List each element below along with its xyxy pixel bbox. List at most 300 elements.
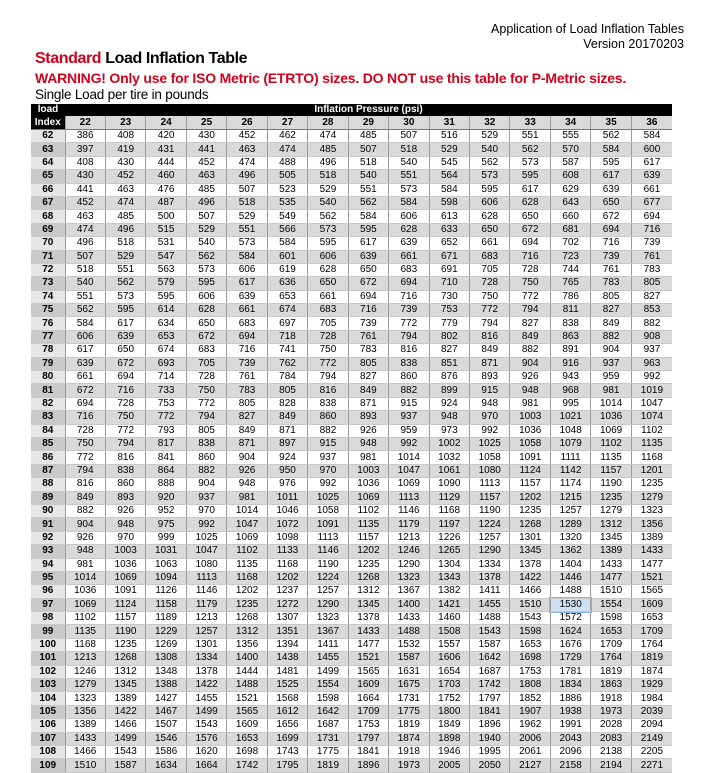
load-value-cell: 761: [631, 250, 672, 263]
pressure-column-header: 30: [389, 116, 429, 130]
table-row: [31, 196, 672, 209]
pressure-column-header: 28: [308, 116, 348, 130]
load-value-cell: 765: [550, 277, 590, 290]
load-value-cell: 716: [591, 237, 631, 250]
load-value-cell: 529: [186, 223, 226, 236]
load-value-cell: 1389: [631, 531, 672, 544]
load-value-cell: 1168: [65, 638, 105, 651]
load-value-cell: 716: [105, 384, 145, 397]
load-value-cell: 948: [510, 384, 550, 397]
load-index-cell: 64: [31, 156, 65, 169]
load-value-cell: 518: [65, 263, 105, 276]
load-value-cell: 549: [267, 210, 307, 223]
load-value-cell: 1654: [429, 665, 469, 678]
load-value-cell: 1775: [308, 745, 348, 758]
load-index-cell: 72: [31, 263, 65, 276]
load-value-cell: 1224: [308, 571, 348, 584]
load-value-cell: 1687: [308, 719, 348, 732]
load-value-cell: 1229: [146, 625, 186, 638]
load-value-cell: 529: [227, 210, 267, 223]
load-value-cell: 650: [348, 263, 388, 276]
document-version: Version 20170203: [583, 37, 684, 51]
load-value-cell: 1290: [470, 545, 510, 558]
load-value-cell: 1301: [510, 531, 550, 544]
load-value-cell: 584: [227, 250, 267, 263]
table-title: [35, 50, 247, 68]
load-value-cell: 639: [227, 290, 267, 303]
table-row: [31, 411, 672, 424]
load-value-cell: 671: [429, 250, 469, 263]
load-value-cell: 1069: [105, 571, 145, 584]
load-value-cell: 2005: [429, 759, 469, 772]
load-value-cell: 802: [429, 330, 469, 343]
load-value-cell: 1466: [510, 585, 550, 598]
table-row: [31, 371, 672, 384]
load-value-cell: 1653: [631, 612, 672, 625]
load-value-cell: 551: [389, 170, 429, 183]
load-value-cell: 816: [65, 478, 105, 491]
load-value-cell: 1197: [429, 518, 469, 531]
load-value-cell: 849: [591, 317, 631, 330]
pressure-column-header: 22: [65, 116, 105, 130]
load-value-cell: 617: [227, 277, 267, 290]
load-value-cell: 1367: [389, 585, 429, 598]
load-value-cell: 1202: [510, 491, 550, 504]
load-value-cell: 995: [550, 397, 590, 410]
load-value-cell: 1510: [591, 585, 631, 598]
load-value-cell: 551: [65, 290, 105, 303]
load-value-cell: 633: [429, 223, 469, 236]
load-value-cell: 1742: [470, 679, 510, 692]
load-value-cell: 606: [470, 196, 510, 209]
load-value-cell: 628: [470, 210, 510, 223]
load-value-cell: 716: [348, 304, 388, 317]
load-value-cell: 1687: [470, 665, 510, 678]
load-value-cell: 1323: [65, 692, 105, 705]
load-value-cell: 772: [65, 451, 105, 464]
load-value-cell: 1427: [146, 692, 186, 705]
load-value-cell: 849: [65, 491, 105, 504]
load-value-cell: 1124: [510, 464, 550, 477]
load-value-cell: 500: [146, 210, 186, 223]
table-row: [31, 451, 672, 464]
table-row: [31, 598, 672, 611]
load-value-cell: 1224: [470, 518, 510, 531]
load-value-cell: 805: [591, 290, 631, 303]
load-value-cell: 728: [65, 424, 105, 437]
load-index-cell: 103: [31, 679, 65, 692]
load-value-cell: 1265: [429, 545, 469, 558]
load-value-cell: 563: [146, 263, 186, 276]
load-value-cell: 1102: [227, 545, 267, 558]
load-index-cell: 77: [31, 330, 65, 343]
load-index-cell: 98: [31, 612, 65, 625]
load-value-cell: 1664: [186, 759, 226, 772]
load-value-cell: 1235: [227, 598, 267, 611]
load-index-cell: 92: [31, 531, 65, 544]
load-value-cell: 462: [267, 130, 307, 143]
load-value-cell: 1543: [510, 612, 550, 625]
load-value-cell: 926: [227, 464, 267, 477]
table-row: [31, 170, 672, 183]
load-value-cell: 1058: [308, 504, 348, 517]
load-value-cell: 518: [389, 143, 429, 156]
load-value-cell: 1422: [105, 705, 145, 718]
load-value-cell: 716: [631, 223, 672, 236]
load-value-cell: 1389: [65, 719, 105, 732]
load-value-cell: 1025: [308, 491, 348, 504]
load-value-cell: 1642: [308, 705, 348, 718]
load-value-cell: 1488: [389, 625, 429, 638]
load-value-cell: 1775: [389, 705, 429, 718]
load-value-cell: 794: [389, 330, 429, 343]
load-value-cell: 2271: [631, 759, 672, 772]
load-value-cell: 739: [389, 304, 429, 317]
load-value-cell: 1091: [510, 451, 550, 464]
load-value-cell: 882: [186, 464, 226, 477]
load-value-cell: 1995: [470, 745, 510, 758]
load-value-cell: 805: [348, 357, 388, 370]
load-value-cell: 1268: [227, 612, 267, 625]
load-value-cell: 952: [146, 504, 186, 517]
load-value-cell: 871: [227, 437, 267, 450]
load-value-cell: 783: [348, 344, 388, 357]
load-value-cell: 853: [631, 304, 672, 317]
load-value-cell: 606: [389, 210, 429, 223]
load-value-cell: 948: [348, 437, 388, 450]
pressure-column-header: 33: [510, 116, 550, 130]
load-value-cell: 761: [591, 263, 631, 276]
load-value-cell: 1312: [227, 625, 267, 638]
load-value-cell: 1014: [591, 397, 631, 410]
load-value-cell: 750: [186, 384, 226, 397]
load-value-cell: 1257: [186, 625, 226, 638]
load-value-cell: 1530: [550, 598, 590, 611]
load-value-cell: 606: [308, 250, 348, 263]
load-value-cell: 579: [146, 277, 186, 290]
load-value-cell: 937: [308, 451, 348, 464]
load-index-cell: 97: [31, 598, 65, 611]
load-value-cell: 723: [550, 250, 590, 263]
load-value-cell: 1074: [631, 411, 672, 424]
load-value-cell: 529: [470, 130, 510, 143]
table-row: [31, 317, 672, 330]
load-value-cell: 1609: [631, 598, 672, 611]
load-value-cell: 1290: [308, 598, 348, 611]
load-value-cell: 1135: [631, 437, 672, 450]
load-index-cell: 95: [31, 571, 65, 584]
load-value-cell: 463: [186, 170, 226, 183]
load-value-cell: 772: [146, 411, 186, 424]
load-value-cell: 1157: [510, 478, 550, 491]
load-value-cell: 1190: [470, 504, 510, 517]
load-value-cell: 2205: [631, 745, 672, 758]
load-value-cell: 1268: [510, 518, 550, 531]
load-value-cell: 817: [146, 437, 186, 450]
load-value-cell: 573: [510, 156, 550, 169]
load-value-cell: 1201: [631, 464, 672, 477]
load-value-cell: 617: [348, 237, 388, 250]
load-value-cell: 1918: [389, 745, 429, 758]
load-value-cell: 981: [227, 491, 267, 504]
table-row: [31, 705, 672, 718]
load-value-cell: 1272: [267, 598, 307, 611]
load-value-cell: 562: [591, 130, 631, 143]
load-index-cell: 83: [31, 411, 65, 424]
load-value-cell: 849: [348, 384, 388, 397]
load-value-cell: 1466: [105, 719, 145, 732]
load-value-cell: 1237: [267, 585, 307, 598]
load-index-cell: 104: [31, 692, 65, 705]
load-index-cell: 80: [31, 371, 65, 384]
load-value-cell: 487: [146, 196, 186, 209]
load-value-cell: 1984: [631, 692, 672, 705]
load-value-cell: 1433: [591, 558, 631, 571]
load-index-cell: 109: [31, 759, 65, 772]
load-value-cell: 650: [105, 344, 145, 357]
load-value-cell: 904: [510, 357, 550, 370]
load-value-cell: 518: [348, 156, 388, 169]
load-value-cell: 937: [631, 344, 672, 357]
load-value-cell: 531: [146, 237, 186, 250]
load-index-cell: 71: [31, 250, 65, 263]
load-value-cell: 2127: [510, 759, 550, 772]
load-value-cell: 739: [348, 317, 388, 330]
load-value-cell: 1653: [591, 625, 631, 638]
load-value-cell: 1146: [186, 585, 226, 598]
pressure-column-header: 23: [105, 116, 145, 130]
load-value-cell: 683: [186, 344, 226, 357]
load-value-cell: 1157: [348, 531, 388, 544]
load-value-cell: 1852: [510, 692, 550, 705]
load-value-cell: 397: [65, 143, 105, 156]
load-value-cell: 639: [105, 330, 145, 343]
load-value-cell: 970: [308, 464, 348, 477]
load-value-cell: 1069: [389, 478, 429, 491]
load-index-cell: 96: [31, 585, 65, 598]
load-value-cell: 505: [267, 170, 307, 183]
load-value-cell: 1202: [267, 571, 307, 584]
load-value-cell: 540: [470, 143, 510, 156]
load-index-cell: 101: [31, 652, 65, 665]
load-value-cell: 943: [550, 371, 590, 384]
load-value-cell: 1111: [550, 451, 590, 464]
load-value-cell: 584: [389, 196, 429, 209]
load-value-cell: 1521: [631, 571, 672, 584]
table-row: [31, 156, 672, 169]
load-value-cell: 1356: [227, 638, 267, 651]
load-value-cell: 1202: [348, 545, 388, 558]
load-index-cell: 86: [31, 451, 65, 464]
load-value-cell: 1179: [186, 598, 226, 611]
load-value-cell: 1289: [550, 518, 590, 531]
load-value-cell: 1576: [186, 732, 226, 745]
load-value-cell: 2094: [631, 719, 672, 732]
load-value-cell: 1345: [105, 679, 145, 692]
load-value-cell: 551: [105, 263, 145, 276]
load-value-cell: 595: [348, 223, 388, 236]
load-value-cell: 924: [267, 451, 307, 464]
load-value-cell: 420: [146, 130, 186, 143]
load-index-cell: 67: [31, 196, 65, 209]
load-value-cell: 584: [591, 143, 631, 156]
load-value-cell: 535: [267, 196, 307, 209]
load-value-cell: 992: [389, 437, 429, 450]
load-value-cell: 1609: [348, 679, 388, 692]
load-value-cell: 1046: [267, 504, 307, 517]
load-value-cell: 1002: [429, 437, 469, 450]
load-value-cell: 1731: [308, 732, 348, 745]
load-value-cell: 1135: [65, 625, 105, 638]
load-value-cell: 1433: [631, 545, 672, 558]
load-value-cell: 1058: [470, 451, 510, 464]
load-value-cell: 762: [267, 357, 307, 370]
load-value-cell: 608: [550, 170, 590, 183]
load-value-cell: 566: [267, 223, 307, 236]
load-value-cell: 975: [146, 518, 186, 531]
load-value-cell: 1587: [105, 759, 145, 772]
load-value-cell: 617: [510, 183, 550, 196]
load-value-cell: 999: [146, 531, 186, 544]
load-value-cell: 1874: [631, 665, 672, 678]
load-value-cell: 1003: [105, 545, 145, 558]
load-value-cell: 891: [550, 344, 590, 357]
load-value-cell: 562: [65, 304, 105, 317]
load-value-cell: 882: [389, 384, 429, 397]
load-value-cell: 805: [631, 277, 672, 290]
table-row: [31, 665, 672, 678]
load-value-cell: 441: [65, 183, 105, 196]
load-value-cell: 1279: [631, 491, 672, 504]
table-row: [31, 732, 672, 745]
load-value-cell: 838: [389, 357, 429, 370]
load-value-cell: 827: [631, 290, 672, 303]
load-value-cell: 1460: [429, 612, 469, 625]
load-value-cell: 1378: [186, 665, 226, 678]
load-value-cell: 1345: [348, 598, 388, 611]
load-value-cell: 1488: [550, 585, 590, 598]
load-value-cell: 838: [550, 317, 590, 330]
load-value-cell: 2043: [550, 732, 590, 745]
load-value-cell: 584: [429, 183, 469, 196]
load-value-cell: 1488: [227, 679, 267, 692]
load-value-cell: 1557: [429, 638, 469, 651]
load-value-cell: 926: [105, 504, 145, 517]
load-value-cell: 1499: [186, 705, 226, 718]
load-value-cell: 1190: [105, 625, 145, 638]
table-row: [31, 652, 672, 665]
load-value-cell: 1521: [348, 652, 388, 665]
load-value-cell: 1343: [429, 571, 469, 584]
load-value-cell: 705: [470, 263, 510, 276]
load-value-cell: 1202: [227, 585, 267, 598]
load-value-cell: 1753: [510, 665, 550, 678]
load-value-cell: 1743: [267, 745, 307, 758]
load-index-cell: 107: [31, 732, 65, 745]
table-row: [31, 545, 672, 558]
load-value-cell: 1907: [510, 705, 550, 718]
table-row: [31, 210, 672, 223]
load-value-cell: 882: [308, 424, 348, 437]
load-value-cell: 864: [146, 464, 186, 477]
load-value-cell: 882: [631, 317, 672, 330]
load-value-cell: 851: [429, 357, 469, 370]
load-value-cell: 1014: [389, 451, 429, 464]
load-value-cell: 937: [186, 491, 226, 504]
load-value-cell: 1973: [389, 759, 429, 772]
load-index-cell: 70: [31, 237, 65, 250]
load-value-cell: 516: [429, 130, 469, 143]
load-value-cell: 992: [308, 478, 348, 491]
load-value-cell: 523: [267, 183, 307, 196]
load-value-cell: 1246: [65, 665, 105, 678]
load-value-cell: 1312: [105, 665, 145, 678]
load-value-cell: 1135: [227, 558, 267, 571]
load-value-cell: 617: [105, 317, 145, 330]
load-value-cell: 628: [510, 196, 550, 209]
load-value-cell: 636: [267, 277, 307, 290]
load-index-cell: 84: [31, 424, 65, 437]
load-value-cell: 507: [389, 130, 429, 143]
load-value-cell: 1246: [389, 545, 429, 558]
load-value-cell: 1703: [429, 679, 469, 692]
load-value-cell: 1036: [348, 478, 388, 491]
load-value-cell: 981: [510, 397, 550, 410]
load-value-cell: 1849: [429, 719, 469, 732]
load-value-cell: 1525: [267, 679, 307, 692]
load-value-cell: 1323: [631, 504, 672, 517]
load-value-cell: 838: [308, 397, 348, 410]
load-value-cell: 573: [470, 170, 510, 183]
load-value-cell: 463: [227, 143, 267, 156]
load-value-cell: 805: [227, 397, 267, 410]
load-value-cell: 1781: [550, 665, 590, 678]
load-value-cell: 1036: [65, 585, 105, 598]
load-value-cell: 1709: [591, 638, 631, 651]
load-value-cell: 660: [550, 210, 590, 223]
load-value-cell: 529: [105, 250, 145, 263]
load-value-cell: 661: [389, 250, 429, 263]
pressure-column-header: 32: [470, 116, 510, 130]
load-value-cell: 540: [186, 237, 226, 250]
table-row: [31, 571, 672, 584]
load-value-cell: 1834: [550, 679, 590, 692]
load-value-cell: 601: [267, 250, 307, 263]
load-value-cell: 794: [308, 371, 348, 384]
load-value-cell: 794: [470, 317, 510, 330]
load-value-cell: 1510: [510, 598, 550, 611]
table-row: [31, 357, 672, 370]
load-value-cell: 1091: [105, 585, 145, 598]
load-value-cell: 772: [105, 424, 145, 437]
load-value-cell: 816: [389, 344, 429, 357]
load-value-cell: 1612: [267, 705, 307, 718]
load-value-cell: 2194: [591, 759, 631, 772]
load-value-cell: 1268: [348, 571, 388, 584]
load-value-cell: 827: [591, 304, 631, 317]
load-value-cell: 507: [227, 183, 267, 196]
load-value-cell: 714: [146, 371, 186, 384]
load-value-cell: 888: [146, 478, 186, 491]
load-value-cell: 1133: [267, 545, 307, 558]
load-value-cell: 753: [429, 304, 469, 317]
load-value-cell: 1477: [591, 571, 631, 584]
load-value-cell: 794: [510, 304, 550, 317]
load-value-cell: 753: [146, 397, 186, 410]
load-index-cell: 87: [31, 464, 65, 477]
load-value-cell: 948: [105, 518, 145, 531]
load-value-cell: 584: [65, 317, 105, 330]
